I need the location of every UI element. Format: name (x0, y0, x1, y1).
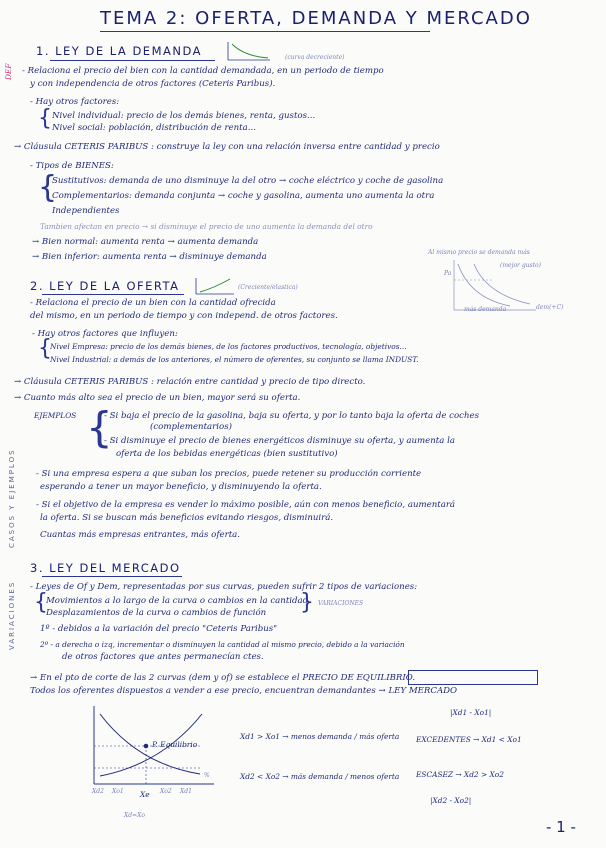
s1-tipo2: Complementarios: demanda conjunta → coche y gasolina, aumenta uno aumenta la otra (52, 191, 435, 201)
brace-icon: { (38, 106, 52, 131)
graph-equilibrium-label: P. Equilibrio (152, 740, 198, 749)
s3-line3: Desplazamientos de la curva o cambios de función (46, 608, 267, 618)
side-note-4: más demanda (464, 306, 507, 313)
tick-percent: % (204, 772, 210, 779)
s2-ej1b: (complementarios) (150, 422, 232, 432)
s1-def-line2: y con independencia de otros factores (Ceteris Paribus). (30, 79, 276, 89)
mini-supply-curve-icon (190, 276, 240, 298)
tick-xd2: Xd2 (92, 788, 104, 795)
s2-case4: la oferta. Si se buscan más beneficios evitando riesgos, disminuirá. (40, 513, 334, 523)
demand-curve-label: (curva decreciente) (285, 54, 345, 61)
excess-top: |Xd1 - Xo1| (450, 708, 492, 717)
s2-ej2b: oferta de los bebidas energéticas (bien sustitutivo) (116, 449, 338, 459)
s3-line7: → En el pto de corte de las 2 curvas (dem y of) se establece el PRECIO DE EQUILIBRIO. (30, 673, 416, 683)
s2-ej2: - Si disminuye el precio de bienes energéticos disminuye su oferta, y aumenta la (104, 436, 455, 446)
tick-xd1: Xd1 (180, 788, 192, 795)
side-note-3: Pa (444, 270, 452, 277)
s2-case5: Cuantas más empresas entrantes, más oferta. (40, 530, 241, 540)
s1-tipo-note: Tambien afectan en precio → si disminuye el precio de uno aumenta la demanda del otro (40, 222, 373, 231)
result-2: Xd2 < Xo2 → más demanda / menos oferta (240, 772, 400, 781)
s3-line4: 1º - debidos a la variación del precio "Ceteris Paribus" (40, 624, 278, 634)
s2-factor2: Nivel Industrial: a demás de los anteriores, el número de oferentes, su conjunto se llama INDUST. (50, 355, 419, 364)
section-2-heading: 2. LEY DE LA OFERTA (30, 279, 180, 293)
s2-ejemplos-label: EJEMPLOS (34, 411, 77, 420)
brace-right-icon: } (300, 590, 314, 615)
s2-cuanto: → Cuanto más alto sea el precio de un bien, mayor será su oferta. (14, 393, 301, 403)
s2-case1: - Si una empresa espera a que suban los precios, puede retener su producción corriente (36, 469, 422, 479)
s1-bien-inferior: → Bien inferior: aumenta renta → disminuye demanda (32, 252, 267, 262)
s2-def-line2: del mismo, en un periodo de tiempo y con independ. de otros factores. (30, 311, 338, 321)
excedentes-label: EXCEDENTES → Xd1 < Xo1 (416, 735, 522, 744)
page-title: TEMA 2: OFERTA, DEMANDA Y MERCADO (100, 8, 532, 29)
s3-line6: de otros factores que antes permanecían ctes. (62, 652, 264, 662)
page-number: - 1 - (546, 818, 576, 836)
s2-case3: - Si el objetivo de la empresa es vender lo máximo posible, aún con menos beneficio, aumentará (36, 500, 456, 510)
escasez-label: ESCASEZ → Xd2 > Xo2 (416, 770, 504, 779)
s1-tipo3: Independientes (52, 206, 120, 216)
s1-clausula: → Cláusula CETERIS PARIBUS : construye la ley con una relación inversa entre cantidad y precio (14, 142, 440, 152)
side-note-1: Al mismo precio se demanda más (428, 249, 530, 256)
market-graph (82, 702, 222, 812)
section-3-heading: 3. LEY DEL MERCADO (30, 561, 181, 575)
tick-xo2: Xo2 (160, 788, 172, 795)
excess-bottom: |Xd2 - Xo2| (430, 796, 472, 805)
side-label-casos: CASOS Y EJEMPLOS (8, 448, 16, 548)
s2-def-line1: - Relaciona el precio de un bien con la cantidad ofrecida (30, 298, 276, 308)
title-underline (100, 31, 430, 32)
supply-curve-label: (Creciente/elastica) (238, 284, 298, 291)
side-label-variaciones: VARIACIONES (8, 580, 16, 650)
s1-factors-head: - Hay otros factores: (30, 97, 120, 107)
s1-factor2: Nivel social: población, distribución de renta... (52, 123, 256, 133)
s1-def-line1: - Relaciona el precio del bien con la cantidad demandada, en un periodo de tiempo (22, 66, 384, 76)
side-note-2: (mejor gusto) (500, 262, 541, 269)
variaciones-label: VARIACIONES (318, 600, 364, 607)
section-1-heading: 1. LEY DE LA DEMANDA (36, 44, 202, 58)
section-1-underline (50, 60, 215, 61)
s1-bien-normal: → Bien normal: aumenta renta → aumenta demanda (32, 237, 259, 247)
brace-icon: { (38, 170, 58, 205)
brace-icon: { (34, 590, 48, 615)
s2-factor1: Nivel Empresa: precio de los demás bienes, de los factores productivos, tecnología, objetivos... (50, 342, 407, 351)
s1-tipo1: Sustitutivos: demanda de uno disminuye la del otro → coche eléctrico y coche de gasolina (52, 176, 444, 186)
s1-factor1: Nivel individual: precio de los demás bienes, renta, gustos... (52, 111, 316, 121)
s1-tipos-head: - Tipos de BIENES: (30, 161, 114, 171)
def-side-label: DEF (4, 63, 13, 80)
section-3-underline (42, 576, 182, 577)
result-1: Xd1 > Xo1 → menos demanda / más oferta (240, 732, 400, 741)
section-2-underline (42, 294, 184, 295)
s2-clausula: → Cláusula CETERIS PARIBUS : relación entre cantidad y precio de tipo directo. (14, 377, 366, 387)
brace-icon: { (38, 336, 52, 361)
s2-ej1: - Si baja el precio de la gasolina, baja su oferta, y por lo tanto baja la oferta de coches (104, 411, 480, 421)
graph-xd-eq: Xd=Xo (124, 812, 146, 819)
mini-demand-curve-icon (222, 40, 282, 64)
s2-case2: esperando a tener un mayor beneficio, y disminuyendo la oferta. (40, 482, 322, 492)
brace-icon: { (86, 403, 113, 452)
side-note-5: dem(+C) (536, 304, 564, 311)
s2-factors-head: - Hay otros factores que influyen: (32, 329, 178, 339)
s3-line1: - Leyes de Of y Dem, representadas por sus curvas, pueden sufrir 2 tipos de variaciones: (30, 582, 418, 592)
tick-xo1: Xo1 (112, 788, 124, 795)
s3-line5: 2º - a derecha o izq, incrementar o disminuyen la cantidad al mismo precio, debido a la variación (40, 640, 405, 649)
s3-line2: Movimientos a lo largo de la curva o cambios en la cantidad (46, 596, 309, 606)
equilibrium-box (408, 670, 538, 685)
tick-xe: Xe (140, 790, 150, 799)
s3-line8: Todos los oferentes dispuestos a vender a ese precio, encuentran demandantes → LEY MERCADO (30, 686, 458, 696)
